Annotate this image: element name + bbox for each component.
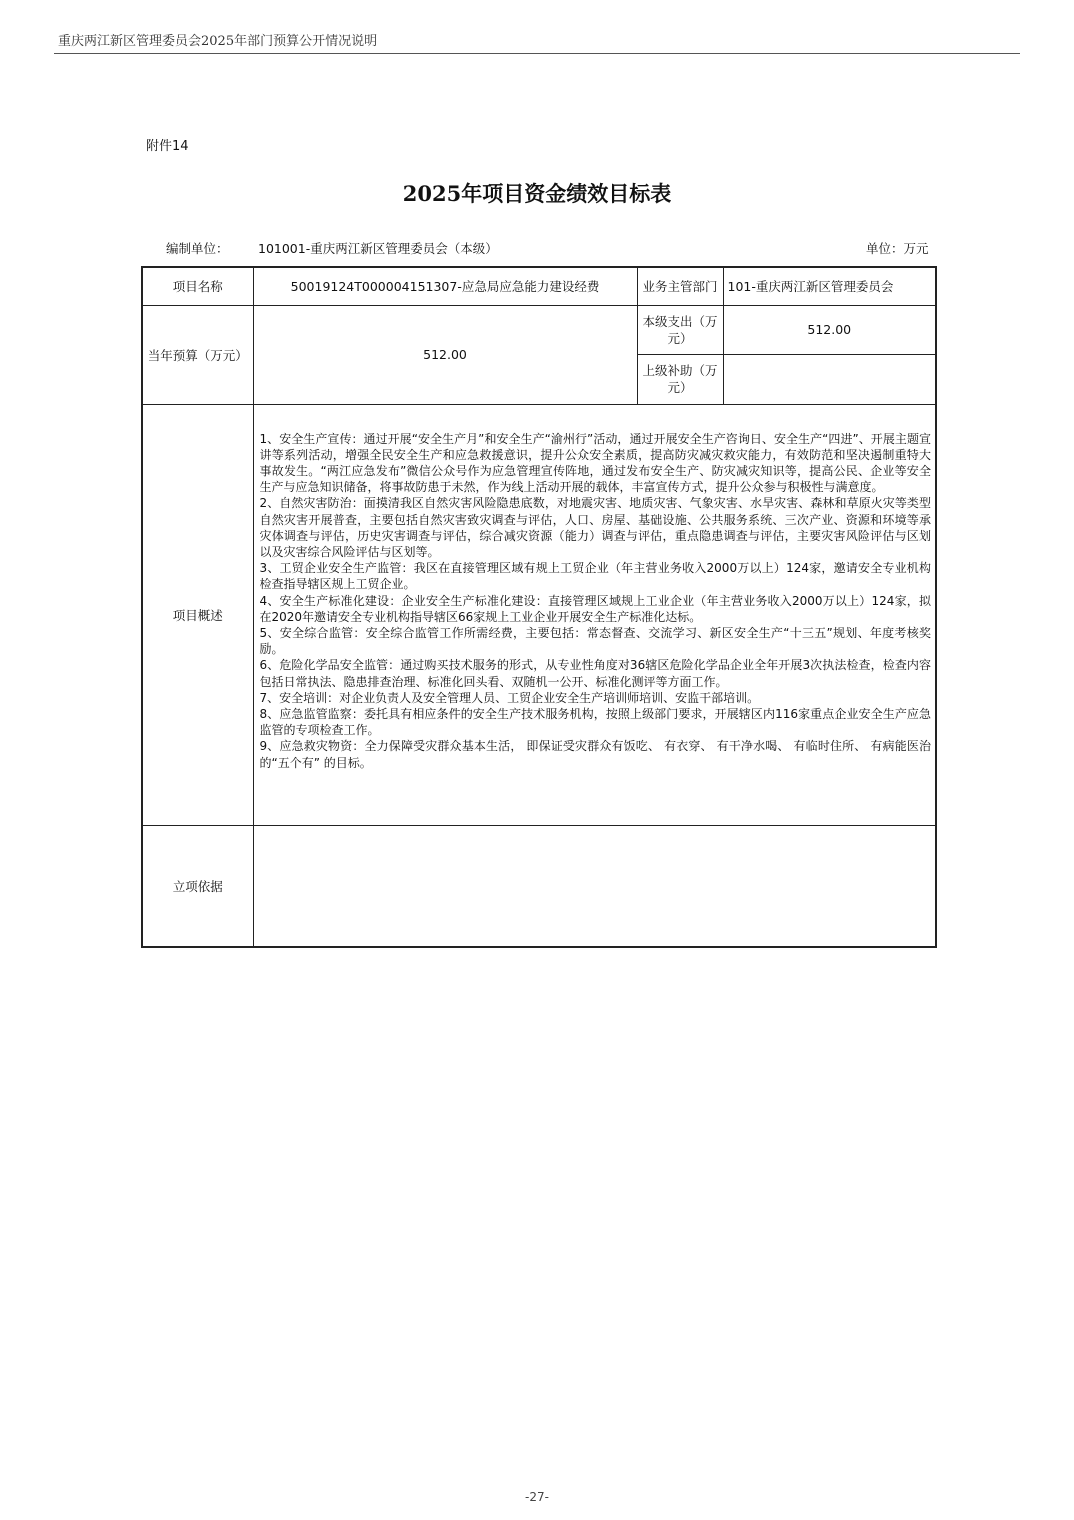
overview-paragraph: 5、安全综合监管：安全综合监管工作所需经费，主要包括：常态督查、交流学习、新区安全生产“十三五”规划、年度考核奖励。	[259, 625, 931, 657]
overview-label: 项目概述	[142, 404, 253, 825]
overview-paragraph: 8、应急监管监察：委托具有相应条件的安全生产技术服务机构，按照上级部门要求，开展辖区内116家重点企业安全生产应急监管的专项检查工作。	[259, 706, 931, 738]
table-row	[142, 267, 936, 305]
page-number: -27-	[525, 1490, 549, 1504]
overview-paragraph: 6、危险化学品安全监管：通过购买技术服务的形式，从专业性角度对36辖区危险化学品企业全年开展3次执法检查，检查内容包括日常执法、隐患排查治理、标准化回头看、双随机一公开、标准化测评等方面工作。	[259, 658, 931, 689]
local-exp-label: 本级支出（万元）	[637, 305, 723, 354]
table-row	[142, 305, 936, 354]
upper-subsidy-value	[723, 354, 936, 404]
budget-value: 512.00	[253, 305, 637, 404]
overview-paragraph: 2、自然灾害防治：面摸清我区自然灾害风险隐患底数，对地震灾害、地质灾害、气象灾害、水旱灾害、森林和草原火灾等类型自然灾害开展普查，主要包括自然灾害致灾调查与评估，人口、房屋、基础设施、公共服务系统、三次产业、资源和环境等承灾体调查与评估，历史灾害调查与评估，综合减灾资源（能力）调查与评估，重点隐患调查与评估，主要灾害风险评估与区划以及灾害综合风险评估与区划等。	[259, 496, 931, 559]
running-header: 重庆两江新区管理委员会2025年部门预算公开情况说明	[58, 34, 378, 49]
basis-label: 立项依据	[142, 825, 253, 947]
org-row	[166, 239, 498, 257]
project-name-label: 项目名称	[142, 267, 253, 305]
basis-value	[253, 825, 936, 947]
upper-subsidy-label: 上级补助（万元）	[637, 354, 723, 404]
unit-label: 单位：万元	[866, 241, 929, 256]
overview-content	[253, 404, 936, 825]
overview-paragraph: 4、安全生产标准化建设：企业安全生产标准化建设：直接管理区域规上工业企业（年主营业务收入2000万以上）124家，拟在2020年邀请安全专业机构指导辖区66家规上工业企业开展安全生产标准化达标。	[259, 593, 931, 624]
local-exp-value: 512.00	[723, 305, 936, 354]
project-name-value: 50019124T000004151307-应急局应急能力建设经费	[253, 267, 637, 305]
overview-paragraph: 9、应急救灾物资：全力保障受灾群众基本生活， 即保证受灾群众有饭吃、 有衣穿、 有干净水喝、 有临时住所、 有病能医治的“五个有” 的目标。	[259, 739, 931, 770]
dept-label: 业务主管部门	[637, 267, 723, 305]
header-divider	[54, 53, 1020, 54]
dept-value: 101-重庆两江新区管理委员会	[723, 267, 936, 305]
document-title: 2025年项目资金绩效目标表	[402, 181, 672, 206]
org-value: 101001-重庆两江新区管理委员会（本级）	[258, 241, 498, 256]
overview-paragraph: 1、安全生产宣传：通过开展“安全生产月”和安全生产“渝州行”活动，通过开展安全生产咨询日、安全生产“四进”、开展主题宣讲等系列活动，增强全民安全生产和应急救援意识，提升公众安全素质，提高防灾减灾救灾能力，有效防范和坚决遏制重特大事故发生。“两江应急发布”微信公众号作为应急管理宣传阵地，通过发布安全生产、防灾减灾知识等，提高公民、企业等安全生产与应急知识储备，将事故防患于未然，作为线上活动开展的载体，丰富宣传方式，提升公众参与积极性与满意度。	[259, 431, 931, 495]
attachment-label: 附件14	[146, 139, 189, 154]
table-row	[142, 825, 936, 947]
overview-paragraph: 3、工贸企业安全生产监管：我区在直接管理区域有规上工贸企业（年主营业务收入2000万以上）124家，邀请安全专业机构检查指导辖区规上工贸企业。	[259, 561, 931, 592]
performance-table	[141, 266, 937, 948]
org-label: 编制单位：	[166, 241, 229, 256]
budget-label: 当年预算（万元）	[142, 305, 253, 404]
table-row	[142, 404, 936, 825]
overview-paragraph: 7、安全培训：对企业负责人及安全管理人员、工贸企业安全生产培训师培训、安监干部培训。	[259, 690, 760, 705]
